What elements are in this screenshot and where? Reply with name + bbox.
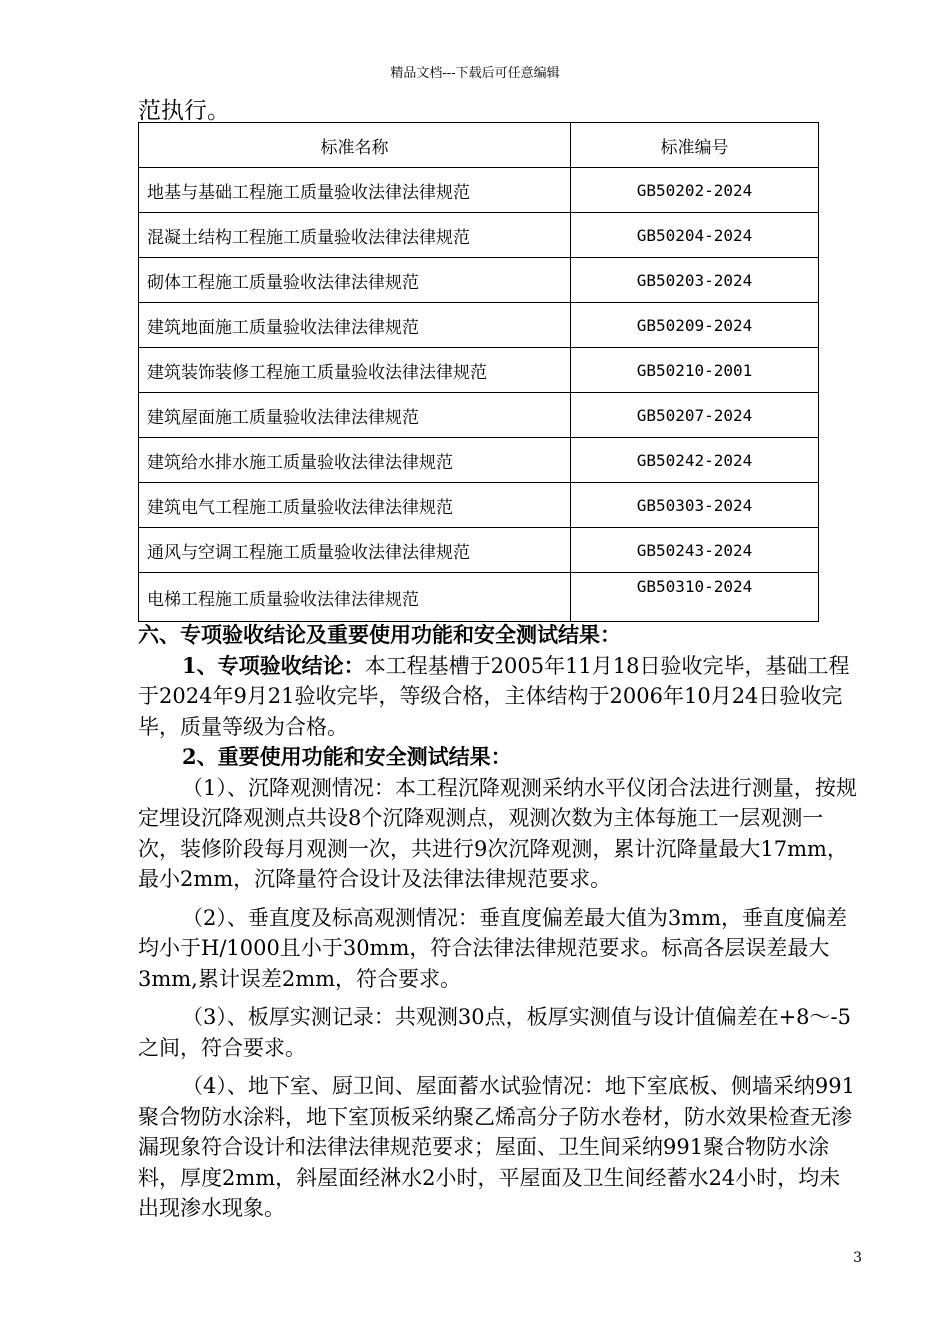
standards-table <box>138 122 819 622</box>
standard-name: 地基与基础工程施工质量验收法律法律规范 <box>139 168 571 213</box>
table-row <box>139 528 819 573</box>
standard-name: 建筑装饰装修工程施工质量验收法律法律规范 <box>139 348 571 393</box>
table-row <box>139 438 819 483</box>
subsection-1 <box>138 651 860 743</box>
test-item: （2）、垂直度及标高观测情况：垂直度偏差最大值为3mm，垂直度偏差均小于H/1000且小于30mm，符合法律法律规范要求。标高各层误差最大3mm,累计误差2mm，符合要求。 <box>138 905 848 991</box>
table-row <box>139 168 819 213</box>
section-title: 六、专项验收结论及重要使用功能和安全测试结果： <box>138 622 621 647</box>
table-header-row <box>139 123 819 168</box>
standard-code: GB50204-2024 <box>571 213 819 258</box>
test-item: （3）、板厚实测记录：共观测30点，板厚实测值与设计值偏差在+8～-5之间，符合要求。 <box>138 1005 851 1060</box>
subsection-1-title: 1、专项验收结论： <box>182 652 365 678</box>
table-row <box>139 393 819 438</box>
standard-code: GB50242-2024 <box>571 438 819 483</box>
standard-name: 建筑电气工程施工质量验收法律法律规范 <box>139 483 571 528</box>
header-standard-code: 标准编号 <box>571 123 819 168</box>
table-row <box>139 348 819 393</box>
standard-name: 电梯工程施工质量验收法律法律规范 <box>139 573 571 622</box>
standard-code: GB50203-2024 <box>571 258 819 303</box>
standard-code: GB50207-2024 <box>571 393 819 438</box>
header-standard-name: 标准名称 <box>139 123 571 168</box>
standard-code: GB50210-2001 <box>571 348 819 393</box>
standard-name: 混凝土结构工程施工质量验收法律法律规范 <box>139 213 571 258</box>
standard-code: GB50303-2024 <box>571 483 819 528</box>
standard-code: GB50243-2024 <box>571 528 819 573</box>
standard-code: GB50310-2024 <box>571 573 819 622</box>
section-body <box>138 620 860 1224</box>
standard-name: 建筑地面施工质量验收法律法律规范 <box>139 303 571 348</box>
test-item: （1）、沉降观测情况：本工程沉降观测采纳水平仪闭合法进行测量，按规定埋设沉降观测点共设8个沉降观测点，观测次数为主体每施工一层观测一次，装修阶段每月观测一次，共进行9次沉降观测，累计沉降量最大17mm，最小2mm，沉降量符合设计及法律法律规范要求。 <box>138 775 857 891</box>
table-row <box>139 483 819 528</box>
standard-name: 砌体工程施工质量验收法律法律规范 <box>139 258 571 303</box>
table-row <box>139 573 819 622</box>
table-row <box>139 258 819 303</box>
test-item: （4）、地下室、厨卫间、屋面蓄水试验情况：地下室底板、侧墙采纳991聚合物防水涂料，地下室顶板采纳聚乙烯高分子防水卷材，防水效果检查无渗漏现象符合设计和法律法律规范要求；屋面、卫生间采纳991聚合物防水涂料，厚度2mm，斜屋面经淋水2小时，平屋面及卫生间经蓄水24小时，均未出现渗水现象。 <box>138 1074 855 1220</box>
subsection-1-text: 本工程基槽于2005年11月18日验收完毕，基础工程于2024年9月21验收完毕，等级合格，主体结构于2006年10月24日验收完毕，质量等级为合格。 <box>138 653 850 739</box>
standard-name: 通风与空调工程施工质量验收法律法律规范 <box>139 528 571 573</box>
table-row <box>139 303 819 348</box>
table-row <box>139 213 819 258</box>
standard-code: GB50202-2024 <box>571 168 819 213</box>
page-header: 精品文档---下载后可任意编辑 <box>390 66 560 81</box>
standard-code: GB50209-2024 <box>571 303 819 348</box>
page-number: 3 <box>853 1250 862 1266</box>
continued-text: 范执行。 <box>138 98 230 124</box>
standard-name: 建筑屋面施工质量验收法律法律规范 <box>139 393 571 438</box>
subsection-2-title: 2、重要使用功能和安全测试结果： <box>182 744 512 769</box>
standard-name: 建筑给水排水施工质量验收法律法律规范 <box>139 438 571 483</box>
